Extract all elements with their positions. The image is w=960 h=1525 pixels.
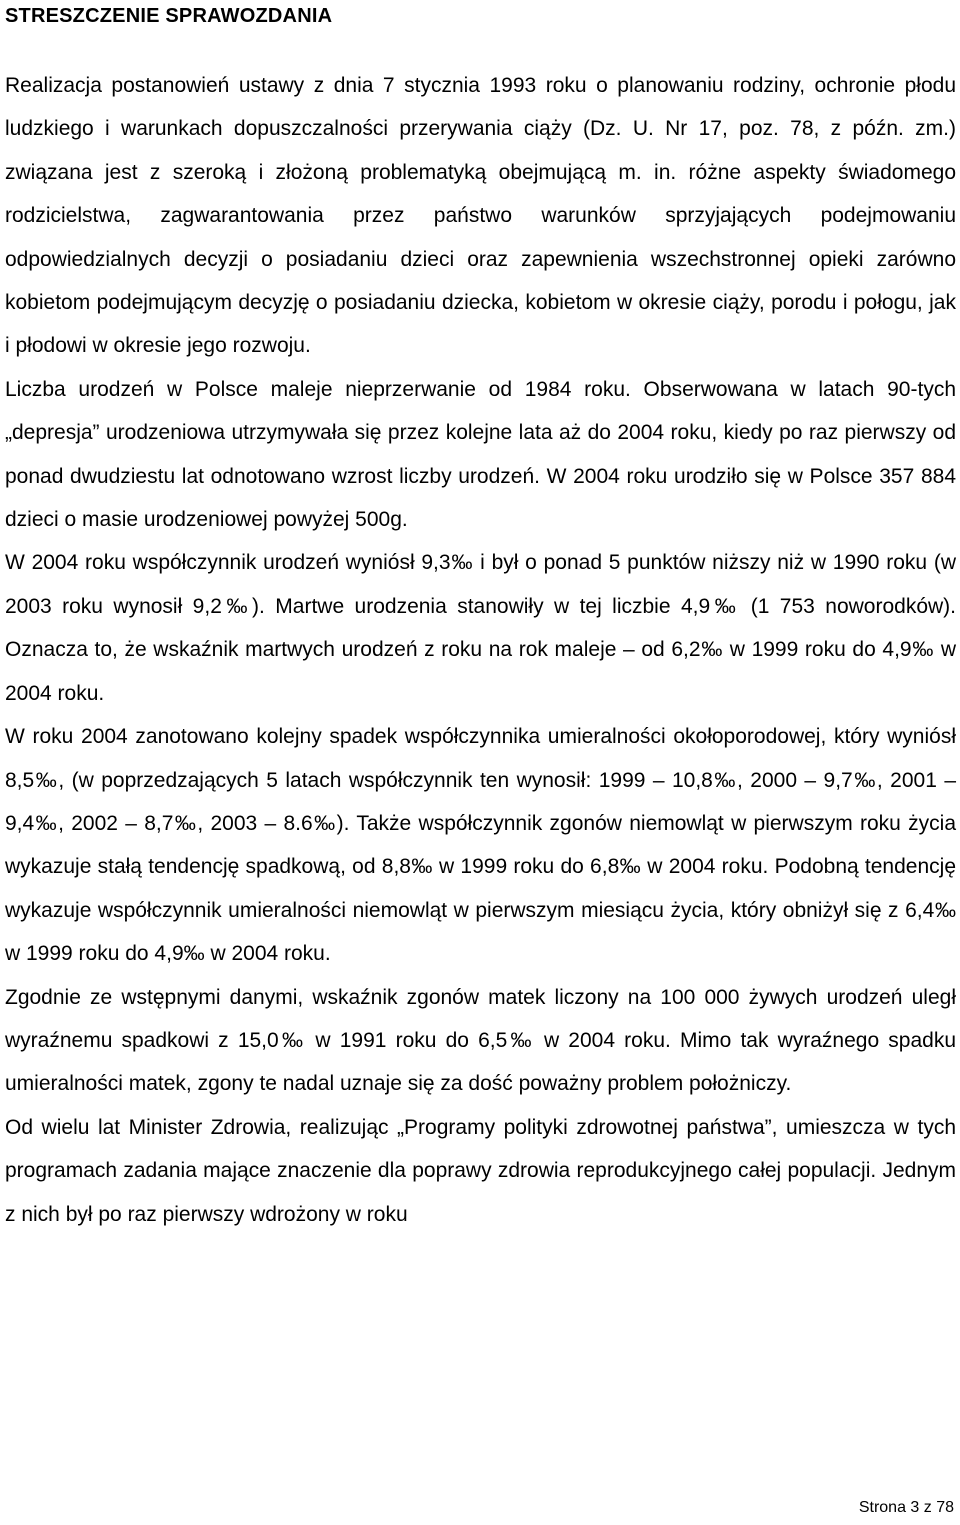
page-number: Strona 3 z 78 [858,1499,954,1516]
paragraph-birth-trends: Liczba urodzeń w Polsce maleje nieprzerwanie od 1984 roku. Obserwowana w latach 90-tych „depresja” urodzeniowa utrzymywała się przez kolejne lata aż do 2004 roku, kiedy po raz pierwszy od ponad dwudziestu lat odnotowano wzrost liczby urodzeń. W 2004 roku urodziło się w Polsce 357 884 dzieci o masie urodzeniowej powyżej 500g. [5,377,956,532]
paragraph-maternal-mortality: Zgodnie ze wstępnymi danymi, wskaźnik zgonów matek liczony na 100 000 żywych urodzeń uległ wyraźnemu spadkowi z 15,0‰ w 1991 roku do 6,5‰ w 2004 roku. Mimo tak wyraźnego spadku umieralności matek, zgony te nadal uznaje się za dość poważny problem położniczy. [5,985,956,1096]
document-body [5,64,956,1236]
paragraph-legal-context: Realizacja postanowień ustawy z dnia 7 stycznia 1993 roku o planowaniu rodziny, ochronie płodu ludzkiego i warunkach dopuszczalności przerywania ciąży (Dz. U. Nr 17, poz. 78, z późn. zm.) związana jest z szeroką i złożoną problematyką obejmującą m. in. różne aspekty świadomego rodzicielstwa, zagwarantowania przez państwo warunków sprzyjających podejmowaniu odpowiedzialnych decyzji o posiadaniu dzieci oraz zapewnienia wszechstronnej opieki zarówno kobietom podejmującym decyzję o posiadaniu dziecka, kobietom w okresie ciąży, porodu i połogu, jak i płodowi w okresie jego rozwoju. [5,74,956,358]
paragraph-health-programs: Od wielu lat Minister Zdrowia, realizując „Programy polityki zdrowotnej państwa”, umieszcza w tych programach zadania mające znaczenie dla poprawy zdrowia reprodukcyjnego całej populacji. Jednym z nich był po raz pierwszy wdrożony w roku [5,1115,956,1226]
paragraph-perinatal-mortality: W roku 2004 zanotowano kolejny spadek współczynnika umieralności okołoporodowej, który wyniósł 8,5‰, (w poprzedzających 5 latach współczynnik ten wynosił: 1999 – 10,8‰, 2000 – 9,7‰, 2001 – 9,4‰, 2002 – 8,7‰, 2003 – 8.6‰). Także współczynnik zgonów niemowląt w pierwszym roku życia wykazuje stałą tendencję spadkową, od 8,8‰ w 1999 roku do 6,8‰ w 2004 roku. Podobną tendencję wykazuje współczynnik umieralności niemowląt w pierwszym miesiącu życia, który obniżył się z 6,4‰ w 1999 roku do 4,9‰ w 2004 roku. [5,725,956,966]
paragraph-birth-rate: W 2004 roku współczynnik urodzeń wyniósł 9,3‰ i był o ponad 5 punktów niższy niż w 1990 roku (w 2003 roku wynosił 9,2‰). Martwe urodzenia stanowiły w tej liczbie 4,9‰ (1 753 noworodków). Oznacza to, że wskaźnik martwych urodzeń z roku na rok maleje – od 6,2‰ w 1999 roku do 4,9‰ w 2004 roku. [5,551,956,705]
document-title: STRESZCZENIE SPRAWOZDANIA [5,5,333,27]
